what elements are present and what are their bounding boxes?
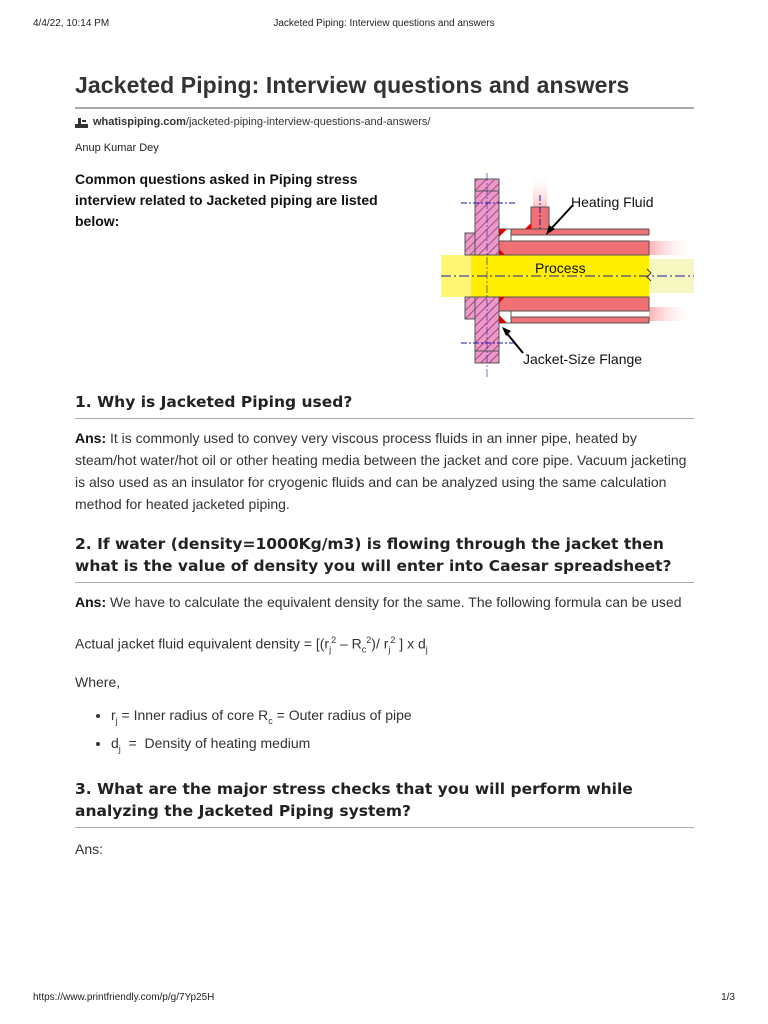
weld-top-left (499, 229, 507, 237)
article (75, 60, 694, 860)
print-page-title: Jacketed Piping: Interview questions and answers (273, 18, 495, 29)
flange-collar-bottom (465, 297, 475, 319)
intro-text: Common questions asked in Piping stress interview related to Jacketed piping are listed below: (75, 171, 378, 229)
label-process: Process (535, 260, 586, 276)
list-item: • $d_j$ = Density of heating medium (111, 732, 694, 760)
intro-block (75, 169, 694, 391)
site-logo-icon (75, 117, 88, 128)
answer-1 (75, 427, 694, 515)
weld-bottom-left (499, 315, 507, 323)
print-footer (33, 992, 735, 1006)
article-title: Jacketed Piping: Interview questions and answers (75, 60, 694, 109)
outer-pipe-fade-top (649, 241, 694, 255)
print-url[interactable]: https://www.printfriendly.com/p/g/7Yp25H (33, 992, 215, 1003)
jacket-top (499, 241, 649, 255)
source-domain[interactable]: whatispiping.com (93, 116, 186, 128)
jacket-bottom-outer (511, 317, 649, 323)
outer-pipe-fade-bottom (649, 307, 694, 321)
page-number: 1/3 (721, 992, 735, 1003)
label-jacket-size-flange: Jacket-Size Flange (523, 351, 643, 367)
ans-label: Ans: (75, 430, 107, 446)
source-path[interactable]: /jacketed-piping-interview-questions-and-answers/ (185, 116, 431, 128)
question-1: 1. Why is Jacketed Piping used? (75, 391, 694, 419)
answer-1-text: It is commonly used to convey very viscous process fluids in an inner pipe, heated by steam/hot water/hot oil or other heating media between the jacket and core pipe. Vacuum jacketing is also used as an insulator for cryogenic fluids and can be analyzed using the same calculation method for heated jacketed piping. (75, 430, 687, 512)
print-datetime: 4/4/22, 10:14 PM (33, 18, 110, 29)
author-name: Anup Kumar Dey (75, 142, 159, 154)
weld-nozzle (525, 223, 531, 229)
answer-2 (75, 591, 694, 613)
definitions-list (75, 704, 694, 760)
source-line[interactable] (75, 116, 694, 128)
jacket-bottom (499, 297, 649, 311)
jacket-top-outer (511, 229, 649, 235)
print-header (33, 18, 735, 32)
nozzle-fade (533, 173, 547, 211)
question-2: 2. If water (density=1000Kg/m3) is flowing through the jacket then what is the value of density you will enter into Caesar spreadsheet? (75, 533, 694, 583)
density-formula: Actual jacket fluid equivalent density = [$(r_j^2 - R_c^2)/$ $r_j^2$ ] x $d_j$ (75, 635, 428, 655)
ans-label: Ans: (75, 594, 107, 610)
answer-3-label: Ans: (75, 841, 104, 858)
where-label: Where, (75, 674, 121, 691)
flange-arrowhead (502, 327, 511, 336)
label-heating-fluid: Heating Fluid (571, 194, 654, 210)
flange-collar-top (465, 233, 475, 255)
heating-leader (549, 205, 573, 231)
answer-2-text: We have to calculate the equivalent density for the same. The following formula can be used (106, 594, 682, 610)
jacketed-pipe-diagram (441, 173, 694, 383)
list-item: • $r_j$ = Inner radius of core $R_c$ = Outer radius of pipe (111, 704, 694, 732)
question-3: 3. What are the major stress checks that you will perform while analyzing the Jacketed Piping system? (75, 778, 694, 828)
